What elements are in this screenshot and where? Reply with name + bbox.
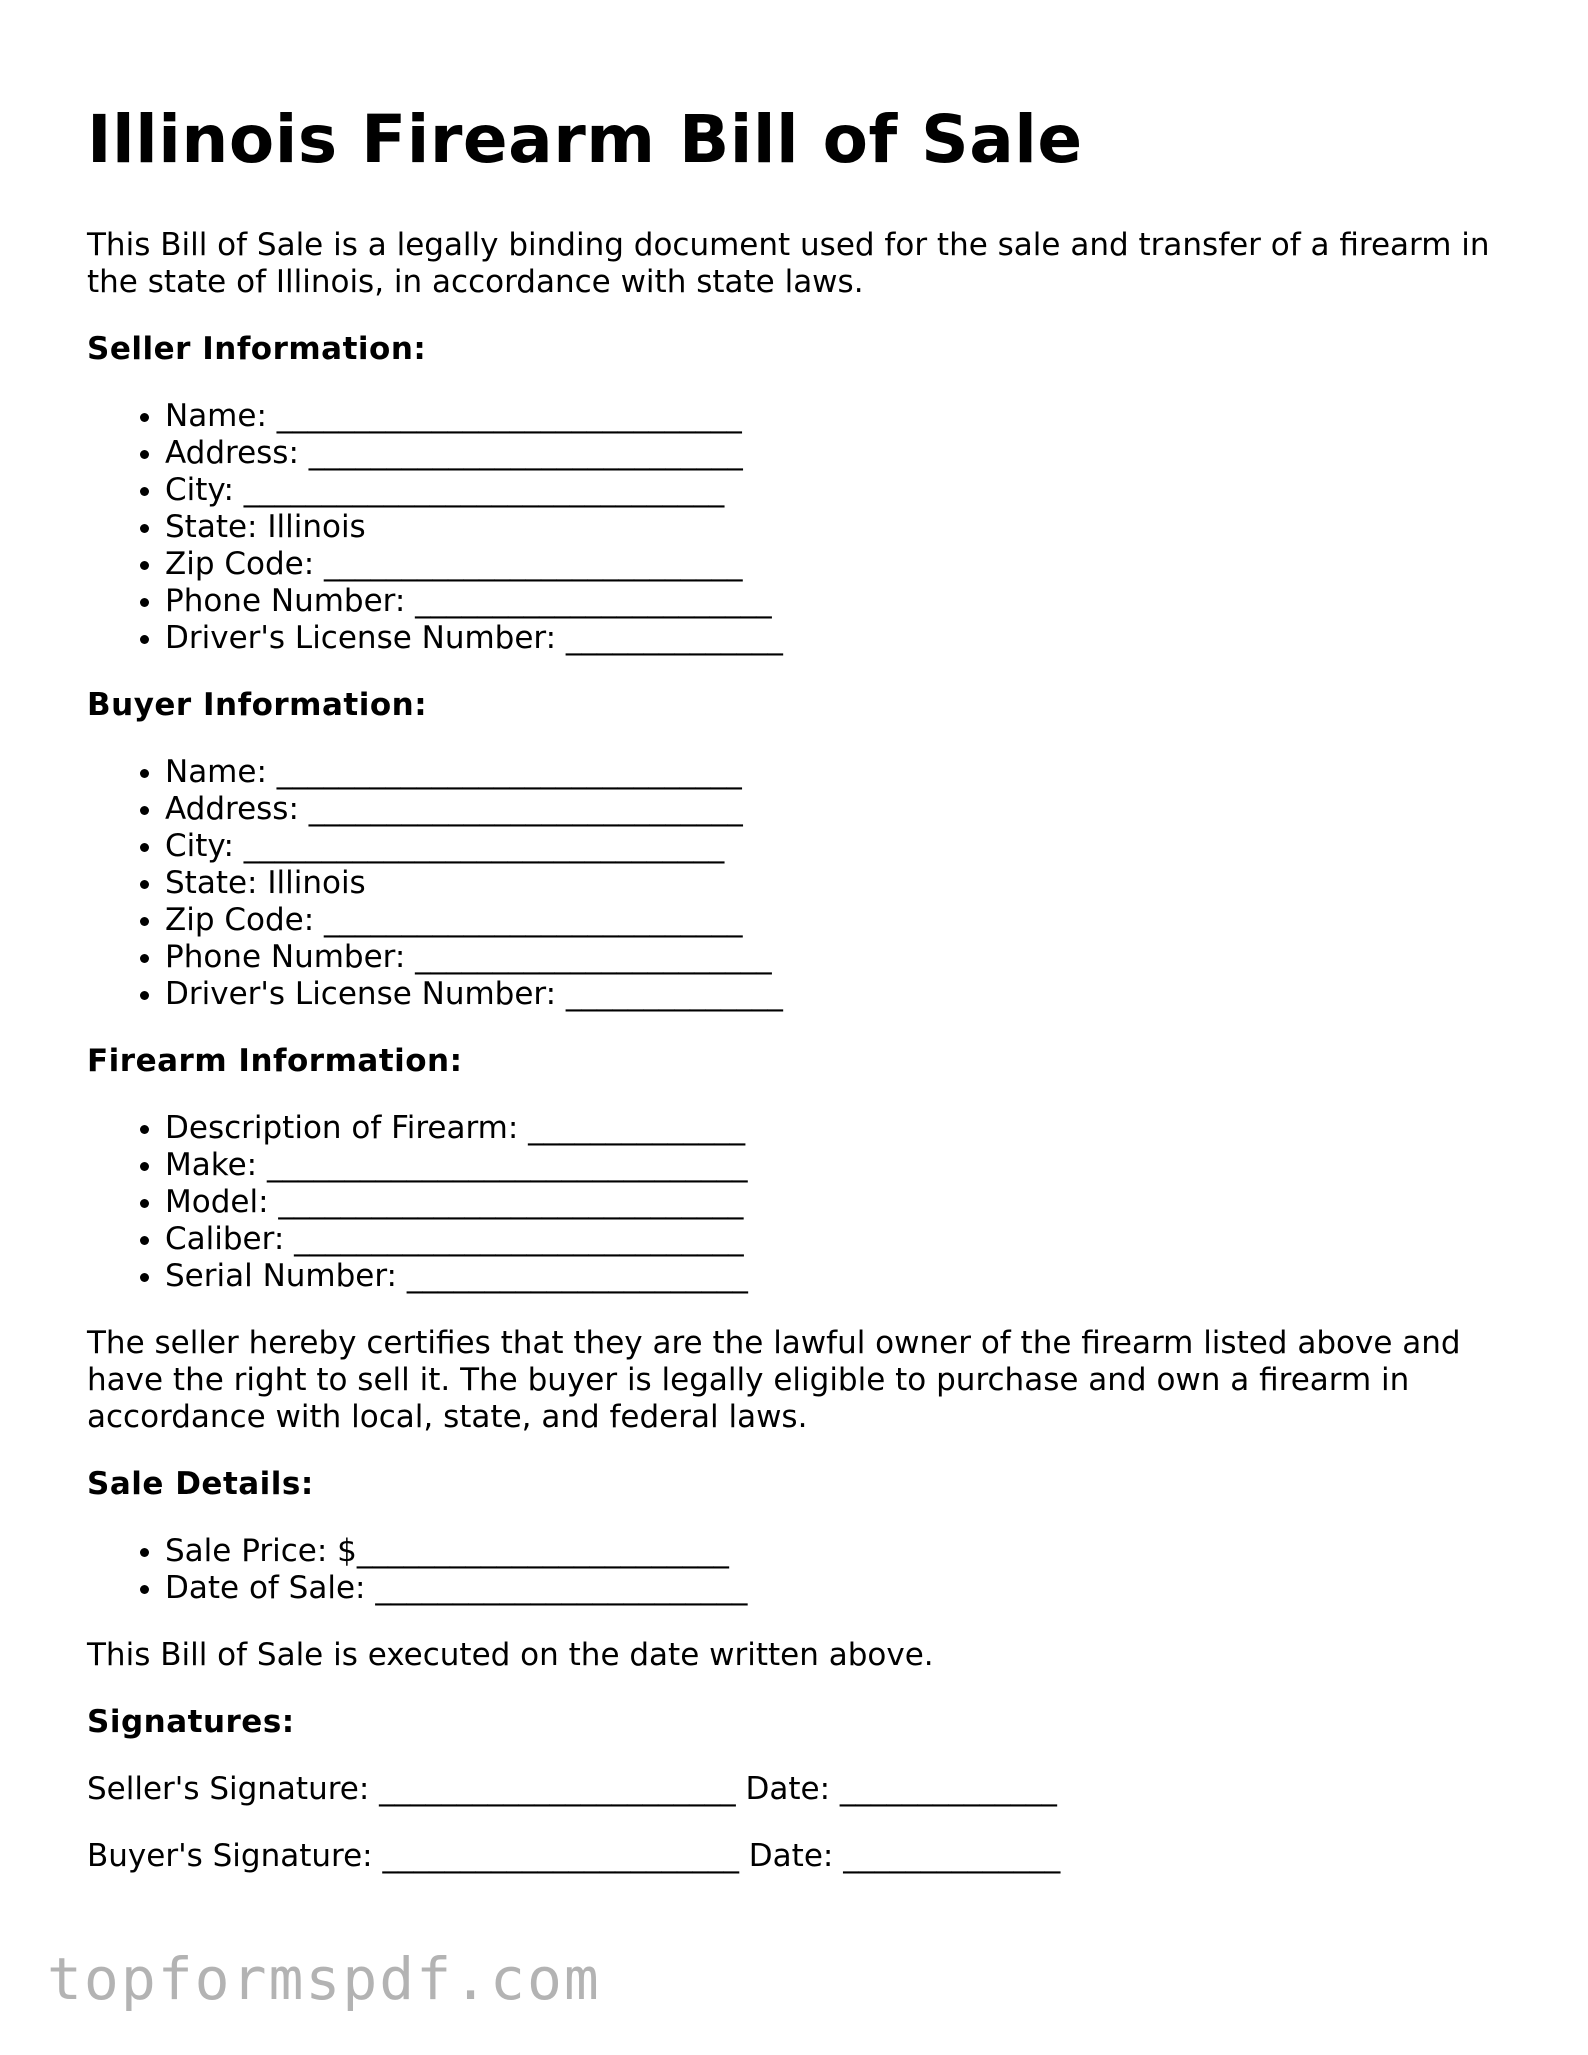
watermark: topformspdf.com — [47, 1945, 601, 2013]
buyer-license-field: • Driver's License Number: ______________ — [165, 976, 1507, 1013]
seller-signature-line: Seller's Signature: _______________________ Date: ______________ — [87, 1771, 1057, 1808]
buyer-zip-field: • Zip Code: ___________________________ — [165, 902, 1507, 939]
signatures-heading: Signatures: — [87, 1704, 295, 1741]
seller-address-field: • Address: ____________________________ — [165, 435, 1507, 472]
firearm-description-field: • Description of Firearm: ______________ — [165, 1110, 1507, 1147]
buyer-phone-field: • Phone Number: _______________________ — [165, 939, 1507, 976]
seller-list — [87, 398, 1507, 657]
buyer-heading: Buyer Information: — [87, 687, 428, 724]
firearm-make-field: • Make: _______________________________ — [165, 1147, 1507, 1184]
sale-list — [87, 1533, 1507, 1607]
sale-date-field: • Date of Sale: ________________________ — [165, 1570, 1507, 1607]
buyer-address-field: • Address: ____________________________ — [165, 791, 1507, 828]
buyer-name-field: • Name: ______________________________ — [165, 754, 1507, 791]
buyer-city-field: • City: _______________________________ — [165, 828, 1507, 865]
seller-city-field: • City: _______________________________ — [165, 472, 1507, 509]
sale-price-field: • Sale Price: $________________________ — [165, 1533, 1507, 1570]
firearm-serial-field: • Serial Number: ______________________ — [165, 1258, 1507, 1295]
certification-paragraph: The seller hereby certifies that they are the lawful owner of the firearm listed above and have the right to sell it. The buyer is legally eligible to purchase and own a firearm in accordance with local, state, and federal laws. — [87, 1325, 1461, 1436]
seller-license-field: • Driver's License Number: ______________ — [165, 620, 1507, 657]
buyer-signature-line: Buyer's Signature: _______________________ Date: ______________ — [87, 1838, 1061, 1875]
page-title: Illinois Firearm Bill of Sale — [87, 101, 1083, 178]
executed-paragraph: This Bill of Sale is executed on the date written above. — [87, 1637, 934, 1674]
seller-name-field: • Name: ______________________________ — [165, 398, 1507, 435]
document-page — [87, 100, 1507, 1875]
seller-state-field: • State: Illinois — [165, 509, 1507, 546]
sale-heading: Sale Details: — [87, 1466, 314, 1503]
buyer-state-field: • State: Illinois — [165, 865, 1507, 902]
buyer-list — [87, 754, 1507, 1013]
seller-heading: Seller Information: — [87, 331, 427, 368]
intro-paragraph: This Bill of Sale is a legally binding document used for the sale and transfer of a firearm in the state of Illinois, in accordance with state laws. — [87, 227, 1490, 301]
firearm-caliber-field: • Caliber: _____________________________ — [165, 1221, 1507, 1258]
firearm-list — [87, 1110, 1507, 1295]
firearm-heading: Firearm Information: — [87, 1043, 463, 1080]
seller-zip-field: • Zip Code: ___________________________ — [165, 546, 1507, 583]
firearm-model-field: • Model: ______________________________ — [165, 1184, 1507, 1221]
seller-phone-field: • Phone Number: _______________________ — [165, 583, 1507, 620]
